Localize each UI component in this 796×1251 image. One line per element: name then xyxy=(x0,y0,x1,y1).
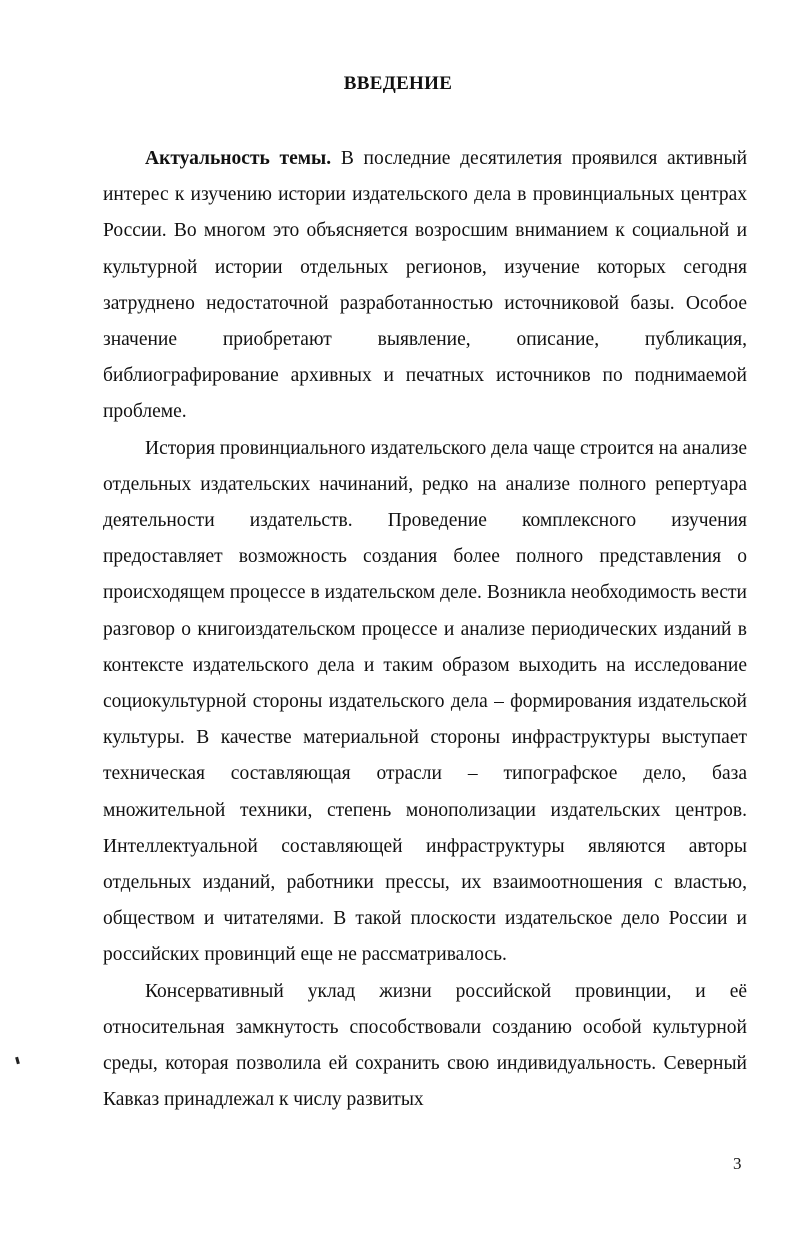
paragraph-1-text: В последние десятилетия проявился активный интерес к изучению истории издательского дела в провинциальных центрах России. Во многом это объясняется возросшим вниманием к социальной и культурной истории отдельных регионов, изучение которых сегодня затруднено недостаточной разработанностью источниковой базы. Особое значение приобретают выявление, описание, публикация, библиографирование архивных и печатных источников по поднимаемой проблеме. xyxy=(103,148,748,423)
page-number: 3 xyxy=(733,1154,742,1173)
paragraph-1 xyxy=(103,141,747,431)
margin-mark xyxy=(15,1057,20,1065)
paragraph-2: История провинциального издательского дела чаще строится на анализе отдельных издательских начинаний, редко на анализе полного репертуара деятельности издательств. Проведение комплексного изучения предоставляет возможность создания более полного представления о происходящем процессе в издательском деле. Возникла необходимость вести разговор о книгоиздательском процессе и анализе периодических изданий в контексте издательского дела и таким образом выходить на исследование социокультурной стороны издательского дела – формирования издательской культуры. В качестве материальной стороны инфраструктуры выступает техническая составляющая отрасли – типографское дело, база множительной техники, степень монополизации издательских центров. Интеллектуальной составляющей инфраструктуры являются авторы отдельных изданий, работники прессы, их взаимоотношения с властью, обществом и читателями. В такой плоскости издательское дело России и российских провинций еще не рассматривалось. xyxy=(103,437,747,966)
paragraph-lead: Актуальность темы. xyxy=(145,148,332,169)
page-title: ВВЕДЕНИЕ xyxy=(343,73,453,94)
paragraph-3: Консервативный уклад жизни российской провинции, и её относительная замкнутость способствовали созданию особой культурной среды, которая позволила ей сохранить свою индивидуальность. Северный Кавказ принадлежал к числу развитых xyxy=(103,980,747,1111)
body-text xyxy=(103,141,747,1118)
